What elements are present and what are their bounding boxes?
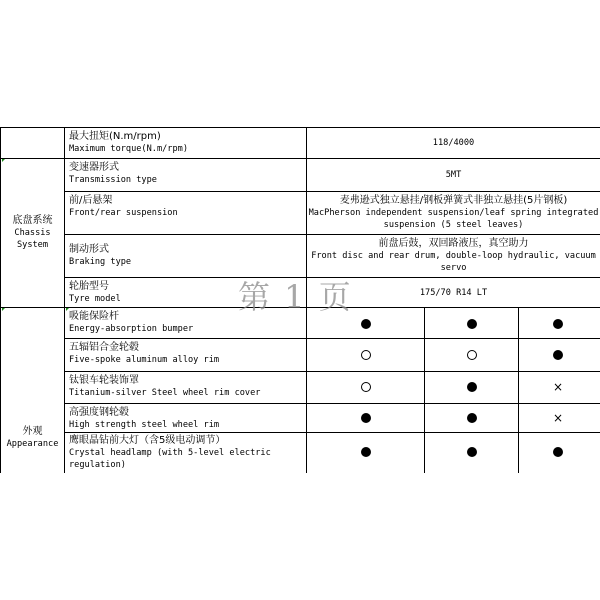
filled-circle-icon: [553, 447, 563, 457]
feature-name-en: Tyre model: [69, 294, 121, 304]
category-appearance: [1, 308, 64, 568]
feature-name-zh: 五辐铝合金轮毂: [69, 342, 139, 353]
filled-circle-icon: [553, 350, 563, 360]
feature-cell: [65, 339, 306, 371]
filled-circle-icon: [467, 447, 477, 457]
feature-name-zh: 吸能保险杆: [69, 311, 119, 322]
filled-circle-icon: [467, 413, 477, 423]
feature-name-zh: 轮胎型号: [69, 281, 109, 292]
category-label-zh: 底盘系统: [12, 215, 53, 226]
feature-name-zh: 高强度钢轮毂: [69, 407, 129, 418]
feature-name-en: regulation): [69, 460, 126, 470]
hollow-circle-icon: [467, 350, 477, 360]
category-label-zh: 外观: [22, 426, 43, 437]
feature-cell: [65, 192, 306, 234]
feature-cell: [65, 128, 306, 158]
feature-name-en: Maximum torque(N.m/rpm): [69, 144, 188, 154]
value-cell: [307, 159, 600, 191]
filled-circle-icon: [361, 447, 371, 457]
hollow-circle-icon: [361, 350, 371, 360]
feature-cell: [65, 372, 306, 403]
feature-cell: [65, 404, 306, 432]
spec-value-en: MacPherson independent suspension/leaf spring integrated: [308, 208, 599, 218]
feature-cell: [65, 235, 306, 277]
spec-value-en: suspension (5 steel leaves): [383, 220, 524, 230]
feature-cell: [65, 159, 306, 191]
feature-name-en: Front/rear suspension: [69, 208, 178, 218]
filled-circle-icon: [553, 319, 563, 329]
filled-circle-icon: [467, 382, 477, 392]
feature-name-en: Titanium-silver Steel wheel rim cover: [69, 388, 261, 398]
spec-value-en: Front disc and rear drum, double-loop hydraulic, vacuum: [311, 251, 596, 261]
feature-name-en: Braking type: [69, 257, 132, 267]
spec-value-zh: 前盘后鼓，双回路液压，真空助力: [378, 238, 529, 249]
feature-name-zh: 最大扭矩(N.m/rpm): [69, 131, 161, 142]
category-chassis: [1, 159, 64, 307]
value-cell: [307, 192, 600, 234]
column-divider: [518, 307, 519, 473]
feature-cell: [65, 433, 306, 473]
feature-name-en: Crystal headlamp (with 5-level electric: [69, 448, 271, 458]
filled-circle-icon: [467, 319, 477, 329]
feature-name-zh: 变速器形式: [69, 162, 119, 173]
cross-icon: ×: [552, 411, 564, 425]
feature-name-en: High strength steel wheel rim: [69, 420, 220, 430]
value-cell: [307, 235, 600, 277]
page-watermark: 第 1 页: [238, 278, 353, 316]
spec-value-en: servo: [440, 263, 467, 273]
feature-name-zh: 制动形式: [69, 244, 109, 255]
feature-name-en: Energy-absorption bumper: [69, 324, 194, 334]
feature-name-en: Five-spoke aluminum alloy rim: [69, 355, 220, 365]
value-cell: [307, 128, 600, 158]
feature-name-zh: 鹰眼晶钻前大灯（含5级电动调节）: [69, 435, 226, 446]
cross-icon: ×: [552, 380, 564, 394]
feature-name-en: Transmission type: [69, 175, 157, 185]
column-divider: [424, 307, 425, 473]
category-label-en: System: [16, 240, 49, 250]
hollow-circle-icon: [361, 382, 371, 392]
feature-name-zh: 前/后悬架: [69, 195, 113, 206]
spec-value: 118/4000: [432, 138, 475, 148]
feature-name-zh: 钛银车轮装饰罩: [69, 375, 139, 386]
spec-value: 175/70 R14 LT: [419, 287, 488, 298]
filled-circle-icon: [361, 319, 371, 329]
filled-circle-icon: [361, 413, 371, 423]
category-label-en: Appearance: [6, 439, 59, 449]
spec-value-zh: 麦弗逊式独立悬挂/钢板弹簧式非独立悬挂(5片钢板): [339, 195, 568, 206]
category-label-en: Chassis: [14, 228, 51, 238]
spec-value: 5MT: [445, 170, 462, 180]
